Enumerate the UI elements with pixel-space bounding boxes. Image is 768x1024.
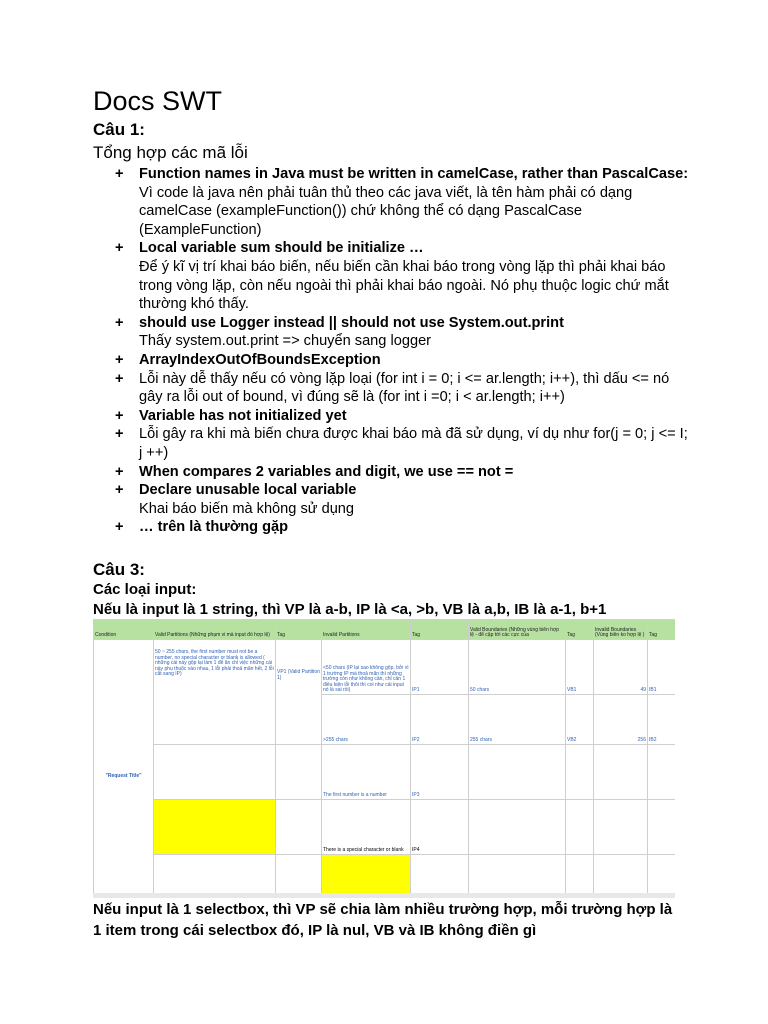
list-item bbox=[93, 351, 693, 370]
item-heading: Local variable sum should be initialize … bbox=[139, 240, 424, 257]
item-body: Khai báo biến mà không sử dụng bbox=[139, 500, 355, 517]
ip-tag-cell: IP4 bbox=[411, 800, 469, 855]
list-item bbox=[93, 370, 693, 407]
invalid-partition-cell: >255 chars bbox=[322, 695, 411, 745]
list-item bbox=[93, 463, 693, 482]
document-title: Docs SWT bbox=[93, 86, 223, 116]
string-rule: Nếu là input là 1 string, thì VP là a-b, IP là <a, >b, VB là a,b, IB là a-1, b+1 bbox=[93, 601, 607, 618]
item-heading: Function names in Java must be written in camelCase, rather than PascalCase: bbox=[139, 166, 689, 182]
vb-tag-cell: VB1 bbox=[566, 640, 594, 695]
header-cell: Tag bbox=[648, 620, 676, 640]
vb-cell: 255 chars bbox=[469, 695, 566, 745]
table-row bbox=[94, 855, 676, 895]
bullet-marker: + bbox=[115, 351, 124, 368]
ib-tag-cell: IB2 bbox=[648, 695, 676, 745]
item-heading: When compares 2 variables and digit, we use == not = bbox=[139, 463, 514, 480]
invalid-partition-cell: The first number is a number bbox=[322, 745, 411, 800]
bullet-marker: + bbox=[115, 240, 124, 257]
highlighted-cell bbox=[154, 800, 276, 855]
ip-tag-cell: IP2 bbox=[411, 695, 469, 745]
bullet-marker: + bbox=[115, 426, 124, 443]
vb-cell: 50 chars bbox=[469, 640, 566, 695]
ip-tag-cell: IP3 bbox=[411, 745, 469, 800]
heading-cau-3: Câu 3: bbox=[93, 560, 145, 579]
list-item bbox=[93, 425, 693, 462]
vb-tag-cell: VB2 bbox=[566, 695, 594, 745]
bullet-marker: + bbox=[115, 463, 124, 480]
item-heading: … trên là thường gặp bbox=[139, 519, 289, 536]
header-cell: Condition bbox=[94, 620, 154, 640]
heading-cau-1: Câu 1: bbox=[93, 120, 145, 139]
spreadsheet-screenshot bbox=[93, 619, 675, 898]
table-row bbox=[94, 745, 676, 800]
list-item bbox=[93, 518, 693, 537]
list-item bbox=[93, 314, 693, 351]
item-body: Lỗi gây ra khi mà biến chưa được khai báo mà đã sử dụng, ví dụ như for(j = 0; j <= I; j ++) bbox=[139, 426, 688, 461]
table-row bbox=[94, 800, 676, 855]
ip-tag-cell: IP1 bbox=[411, 640, 469, 695]
valid-partition-cell: 50 ~ 255 chars, the first number must not be a number, no special character or blank is allowed ( những cái này gộp lại làm 1 để ăn chỉ việc những cái này phụ thuộc vào nhau, 1 lỗi phải thoả mãn hết, 2 lỗi cắt sang IP) bbox=[154, 640, 276, 745]
invalid-partition-cell: There is a special character or blank bbox=[322, 800, 411, 855]
ib-cell: 49 bbox=[594, 640, 648, 695]
ib-tag-cell: IB1 bbox=[648, 640, 676, 695]
vp-tag-cell: VP1 (Valid Partition 1) bbox=[276, 640, 322, 745]
item-body: Lỗi này dễ thấy nếu có vòng lặp loại (for int i = 0; i <= ar.length; i++), thì dấu <= nó gây ra lỗi out of bound, vì đúng sẽ là (for int i =0; i < ar.length; i++) bbox=[139, 370, 670, 406]
item-heading: should use Logger instead || should not use System.out.print bbox=[139, 314, 564, 331]
item-body: Để ý kĩ vị trí khai báo biến, nếu biến cần khai báo trong vòng lặp thì phải khai báo trong vòng lặp, còn nếu ngoài thì phải khai báo ngoài. Nó phụ thuộc logic chứ mắt thường khó thấy. bbox=[139, 258, 669, 313]
header-cell: Valid Boundaries (Những vùng biên hợp lệ - để cập tới các cực của bbox=[469, 620, 566, 640]
header-cell: Invalid Boundaries (Vùng biên ko hợp lệ ) bbox=[594, 620, 648, 640]
bullet-marker: + bbox=[115, 370, 124, 387]
bullet-marker: + bbox=[115, 166, 124, 182]
bullet-marker: + bbox=[115, 407, 124, 424]
header-cell: Tag bbox=[411, 620, 469, 640]
table-row bbox=[94, 895, 676, 899]
item-heading: Declare unusable local variable bbox=[139, 482, 357, 499]
list-item bbox=[93, 165, 693, 239]
table-row bbox=[94, 640, 676, 695]
input-types-heading: Các loại input: bbox=[93, 581, 197, 598]
table-header-row bbox=[94, 620, 676, 640]
bullet-marker: + bbox=[115, 482, 124, 499]
invalid-partition-cell: <50 chars (IP lại sao không gộp, bởi vì 1 trường IP mà thoả mãn thì những trường còn như không cần, chỉ cần 1 điều kiện lỗi thôi thì coi như cái input nó là sai rồi) bbox=[322, 640, 411, 695]
bullet-marker: + bbox=[115, 519, 124, 536]
list-item bbox=[93, 407, 693, 426]
item-body: Vì code là java nên phải tuân thủ theo các java viết, là tên hàm phải có dạng camelCase (exampleFunction()) chứ không thể có dạng PascalCase (ExampleFunction) bbox=[139, 184, 633, 238]
partition-table bbox=[93, 619, 675, 898]
error-list bbox=[93, 165, 693, 537]
item-heading: Variable has not initialized yet bbox=[139, 407, 347, 424]
ib-cell: 256 bbox=[594, 695, 648, 745]
header-cell: Tag bbox=[276, 620, 322, 640]
bullet-marker: + bbox=[115, 314, 124, 331]
highlighted-cell bbox=[322, 855, 411, 895]
item-body: Thấy system.out.print => chuyển sang logger bbox=[139, 333, 432, 350]
list-item bbox=[93, 481, 693, 518]
list-item bbox=[93, 239, 693, 313]
selectbox-rule: Nếu input là 1 selectbox, thì VP sẽ chia làm nhiều trường hợp, mỗi trường hợp là 1 item trong cái selectbox đó, IP là nul, VB và IB không điền gì bbox=[93, 901, 673, 939]
header-cell: Invalid Partitions bbox=[322, 620, 411, 640]
subtitle: Tổng hợp các mã lỗi bbox=[93, 143, 248, 162]
item-heading: ArrayIndexOutOfBoundsException bbox=[139, 351, 381, 368]
header-cell: Tag bbox=[566, 620, 594, 640]
header-cell: Valid Partitions (Những phạm vi mà input đó hợp lệ) bbox=[154, 620, 276, 640]
condition-cell: "Request Title" bbox=[94, 640, 154, 899]
